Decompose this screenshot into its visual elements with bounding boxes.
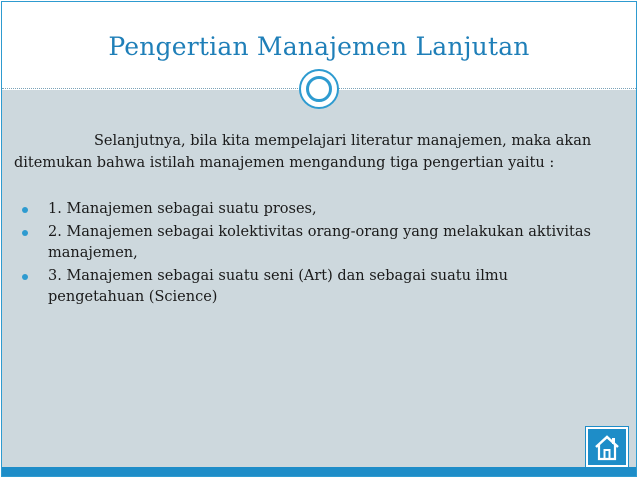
bottom-bar: [2, 467, 636, 476]
slide-title: Pengertian Manajemen Lanjutan: [108, 32, 530, 61]
bullet-list: [14, 199, 604, 310]
list-item-text: 3. Manajemen sebagai suatu seni (Art) dan sebagai suatu ilmu pengetahuan (Science): [48, 268, 508, 305]
list-item: [14, 199, 604, 220]
list-item: [14, 222, 604, 264]
list-item-text: 1. Manajemen sebagai suatu proses,: [48, 201, 317, 217]
home-icon: [591, 431, 623, 463]
bullet-dot-icon: [22, 230, 28, 236]
intro-paragraph: Selanjutnya, bila kita mempelajari literatur manajemen, maka akan ditemukan bahwa istilah manajemen mengandung tiga pengertian yaitu :: [14, 133, 592, 171]
slide: [1, 1, 637, 477]
list-item: [14, 266, 604, 308]
circle-ornament-inner: [306, 76, 332, 102]
circle-ornament-icon: [299, 69, 339, 109]
bullet-dot-icon: [22, 274, 28, 280]
list-item-text: 2. Manajemen sebagai kolektivitas orang-orang yang melakukan aktivitas manajemen,: [48, 224, 591, 261]
bullet-dot-icon: [22, 207, 28, 213]
home-button[interactable]: [586, 427, 628, 467]
